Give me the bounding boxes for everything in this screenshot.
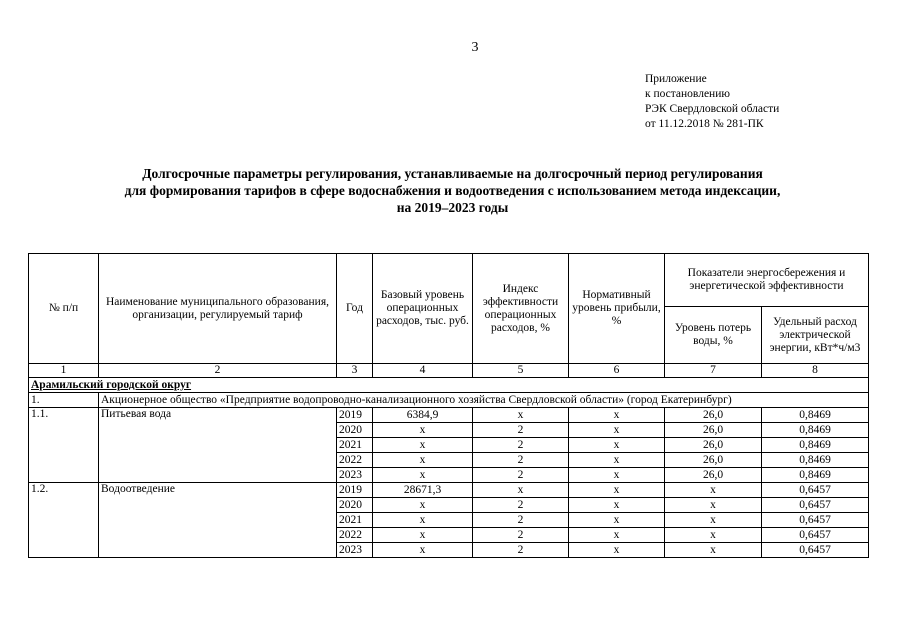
org-name: Акционерное общество «Предприятие водопроводно-канализационного хозяйства Свердловской области» (город Екатеринбург) (99, 393, 869, 408)
cell-base: х (373, 438, 473, 453)
title-line: на 2019–2023 годы (396, 200, 509, 215)
cell-year: 2022 (337, 453, 373, 468)
cell-losses: 26,0 (665, 408, 762, 423)
cell-index: 2 (473, 438, 569, 453)
cell-losses: 26,0 (665, 438, 762, 453)
cell-year: 2021 (337, 513, 373, 528)
col-number: 2 (99, 364, 337, 378)
col-number: 4 (373, 364, 473, 378)
appendix-block (645, 72, 779, 132)
cell-year: 2023 (337, 468, 373, 483)
cell-profit: х (569, 438, 665, 453)
cell-base: х (373, 513, 473, 528)
cell-index: 2 (473, 453, 569, 468)
cell-profit: х (569, 528, 665, 543)
header-num: № п/п (29, 254, 99, 364)
cell-year: 2019 (337, 408, 373, 423)
cell-base: х (373, 498, 473, 513)
cell-specific: 0,8469 (762, 438, 869, 453)
col-number: 7 (665, 364, 762, 378)
tariff-num: 1.2. (29, 483, 99, 558)
table-row (29, 408, 869, 423)
cell-index: х (473, 408, 569, 423)
cell-base: 28671,3 (373, 483, 473, 498)
cell-profit: х (569, 408, 665, 423)
cell-specific: 0,6457 (762, 528, 869, 543)
appendix-line: от 11.12.2018 № 281-ПК (645, 118, 764, 130)
cell-specific: 0,6457 (762, 543, 869, 558)
cell-profit: х (569, 453, 665, 468)
document-title (0, 165, 905, 216)
cell-index: 2 (473, 543, 569, 558)
cell-base: 6384,9 (373, 408, 473, 423)
cell-specific: 0,8469 (762, 453, 869, 468)
header-profit-level: Нормативный уровень прибыли, % (569, 254, 665, 364)
table-row (29, 483, 869, 498)
cell-profit: х (569, 513, 665, 528)
cell-year: 2020 (337, 498, 373, 513)
municipality-group: Арамильский городской округ (29, 378, 869, 393)
cell-specific: 0,6457 (762, 498, 869, 513)
appendix-line: Приложение (645, 73, 707, 85)
header-specific-energy: Удельный расход электрической энергии, кВт*ч/м3 (762, 307, 869, 364)
cell-losses: х (665, 543, 762, 558)
appendix-line: к постановлению (645, 88, 730, 100)
header-base-opex: Базовый уровень операционных расходов, тыс. руб. (373, 254, 473, 364)
cell-index: 2 (473, 468, 569, 483)
cell-base: х (373, 423, 473, 438)
cell-losses: х (665, 513, 762, 528)
page-number: 3 (471, 40, 479, 55)
header-name: Наименование муниципального образования, организации, регулируемый тариф (99, 254, 337, 364)
col-number: 6 (569, 364, 665, 378)
cell-profit: х (569, 498, 665, 513)
cell-losses: х (665, 498, 762, 513)
header-energy-group: Показатели энергосбережения и энергетической эффективности (665, 254, 869, 307)
cell-index: 2 (473, 423, 569, 438)
col-number: 5 (473, 364, 569, 378)
cell-losses: х (665, 483, 762, 498)
cell-index: х (473, 483, 569, 498)
cell-specific: 0,6457 (762, 513, 869, 528)
cell-base: х (373, 453, 473, 468)
parameters-table (28, 253, 869, 558)
header-efficiency-index: Индекс эффективности операционных расходов, % (473, 254, 569, 364)
title-line: для формирования тарифов в сфере водоснабжения и водоотведения с использованием метода индексации, (124, 183, 781, 198)
cell-specific: 0,8469 (762, 468, 869, 483)
cell-losses: х (665, 528, 762, 543)
cell-profit: х (569, 423, 665, 438)
org-num: 1. (29, 393, 99, 408)
appendix-line: РЭК Свердловской области (645, 103, 780, 115)
cell-losses: 26,0 (665, 468, 762, 483)
cell-index: 2 (473, 513, 569, 528)
col-number: 8 (762, 364, 869, 378)
cell-specific: 0,6457 (762, 483, 869, 498)
cell-losses: 26,0 (665, 453, 762, 468)
cell-losses: 26,0 (665, 423, 762, 438)
cell-base: х (373, 468, 473, 483)
col-number: 3 (337, 364, 373, 378)
col-number: 1 (29, 364, 99, 378)
header-year: Год (337, 254, 373, 364)
cell-year: 2021 (337, 438, 373, 453)
header-water-losses: Уровень потерь воды, % (665, 307, 762, 364)
cell-year: 2022 (337, 528, 373, 543)
title-line: Долгосрочные параметры регулирования, устанавливаемые на долгосрочный период регулирования (142, 166, 763, 181)
cell-specific: 0,8469 (762, 423, 869, 438)
cell-profit: х (569, 483, 665, 498)
cell-profit: х (569, 468, 665, 483)
tariff-name: Питьевая вода (99, 408, 337, 483)
cell-specific: 0,8469 (762, 408, 869, 423)
cell-index: 2 (473, 528, 569, 543)
tariff-num: 1.1. (29, 408, 99, 483)
cell-profit: х (569, 543, 665, 558)
cell-base: х (373, 543, 473, 558)
cell-index: 2 (473, 498, 569, 513)
cell-year: 2019 (337, 483, 373, 498)
cell-year: 2023 (337, 543, 373, 558)
cell-year: 2020 (337, 423, 373, 438)
tariff-name: Водоотведение (99, 483, 337, 558)
cell-base: х (373, 528, 473, 543)
